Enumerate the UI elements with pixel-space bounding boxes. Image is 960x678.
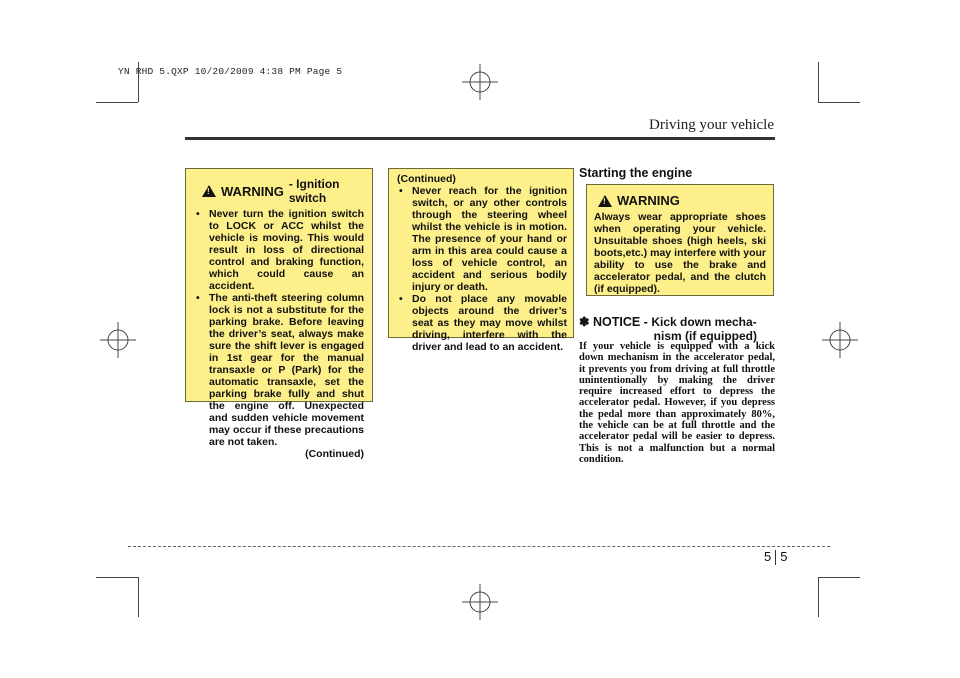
warning-triangle-icon xyxy=(598,195,612,207)
warning-item: • Do not place any movable objects around the driver’s seat as they may move whilst driving, interfere with the driver and lead to an accident. xyxy=(395,293,567,353)
warning-list xyxy=(192,208,364,448)
page-number xyxy=(760,549,791,565)
print-slug: YN RHD 5.QXP 10/20/2009 4:38 PM Page 5 xyxy=(118,66,343,77)
registration-mark-icon xyxy=(100,322,136,358)
registration-mark-icon xyxy=(462,584,498,620)
warning-triangle-icon xyxy=(202,185,216,197)
registration-mark-icon xyxy=(822,322,858,358)
crop-mark xyxy=(818,62,819,102)
crop-mark xyxy=(96,102,138,103)
continued-heading: (Continued) xyxy=(397,173,456,185)
crop-mark xyxy=(818,577,819,617)
warning-box-ignition-switch xyxy=(185,168,373,460)
warning-label: WARNING xyxy=(617,193,680,208)
notice-symbol: ✽ xyxy=(579,315,590,329)
warning-box-shoes xyxy=(586,184,774,296)
warning-label: WARNING xyxy=(221,183,284,199)
section-title: Driving your vehicle xyxy=(649,117,774,133)
crop-mark xyxy=(96,577,138,578)
warning-title xyxy=(202,177,364,205)
crop-mark xyxy=(138,577,139,617)
warning-subtitle: - Ignition switch xyxy=(288,177,340,205)
registration-mark-icon xyxy=(462,64,498,100)
footer-rule xyxy=(128,546,830,547)
section-heading: Starting the engine xyxy=(579,166,693,180)
notice-heading xyxy=(579,314,775,343)
notice-label: NOTICE - xyxy=(592,315,648,329)
crop-mark xyxy=(818,577,860,578)
notice-body: If your vehicle is equipped with a kick down mechanism in the accelerator pedal, it prevents you from driving at full throttle unintentionally by making the driver require increased effort to depress the accelerator pedal. However, if you depress the pedal more than approximately 80%, the vehicle can be at full throttle and the accelerator pedal will be easier to depress. This is not a malfunction but a normal condition. xyxy=(579,341,775,465)
warning-item: • Never reach for the ignition switch, or any other controls through the steering wheel whilst the vehicle is in motion. The presence of your hand or arm in this area could cause a loss of vehicle control, an accident and serious bodily injury or death. xyxy=(395,185,567,293)
notice-title-line2: nism (if equipped) xyxy=(653,329,757,343)
notice-title-line1: Kick down mecha- xyxy=(651,315,757,329)
warning-item: • Never turn the ignition switch to LOCK or ACC whilst the vehicle is moving. This would result in loss of directional control and braking function, which could cause an accident. xyxy=(192,208,364,292)
crop-mark xyxy=(818,102,860,103)
continued-label: (Continued) xyxy=(305,448,364,460)
warning-box-continued xyxy=(388,168,574,353)
warning-title xyxy=(598,193,766,208)
header-rule xyxy=(185,137,775,140)
warning-item: • The anti-theft steering column lock is not a substitute for the parking brake. Before leaving the driver’s seat, always make sure the shift lever is engaged in 1st gear for the manual transaxle or P (Park) for the automatic transaxle, set the parking brake fully and shut the engine off. Unexpected and sudden vehicle movement may occur if these precautions are not taken. xyxy=(192,292,364,448)
warning-list xyxy=(395,185,567,353)
page-number-value: 5 xyxy=(780,549,788,564)
chapter-number: 5 xyxy=(764,549,772,564)
warning-text: Always wear appropriate shoes when operating your vehicle. Unsuitable shoes (high heels, ski boots,etc.) may interfere with your ability to use the brake and accelerator pedal, and the clutch (if equipped). xyxy=(594,211,766,295)
